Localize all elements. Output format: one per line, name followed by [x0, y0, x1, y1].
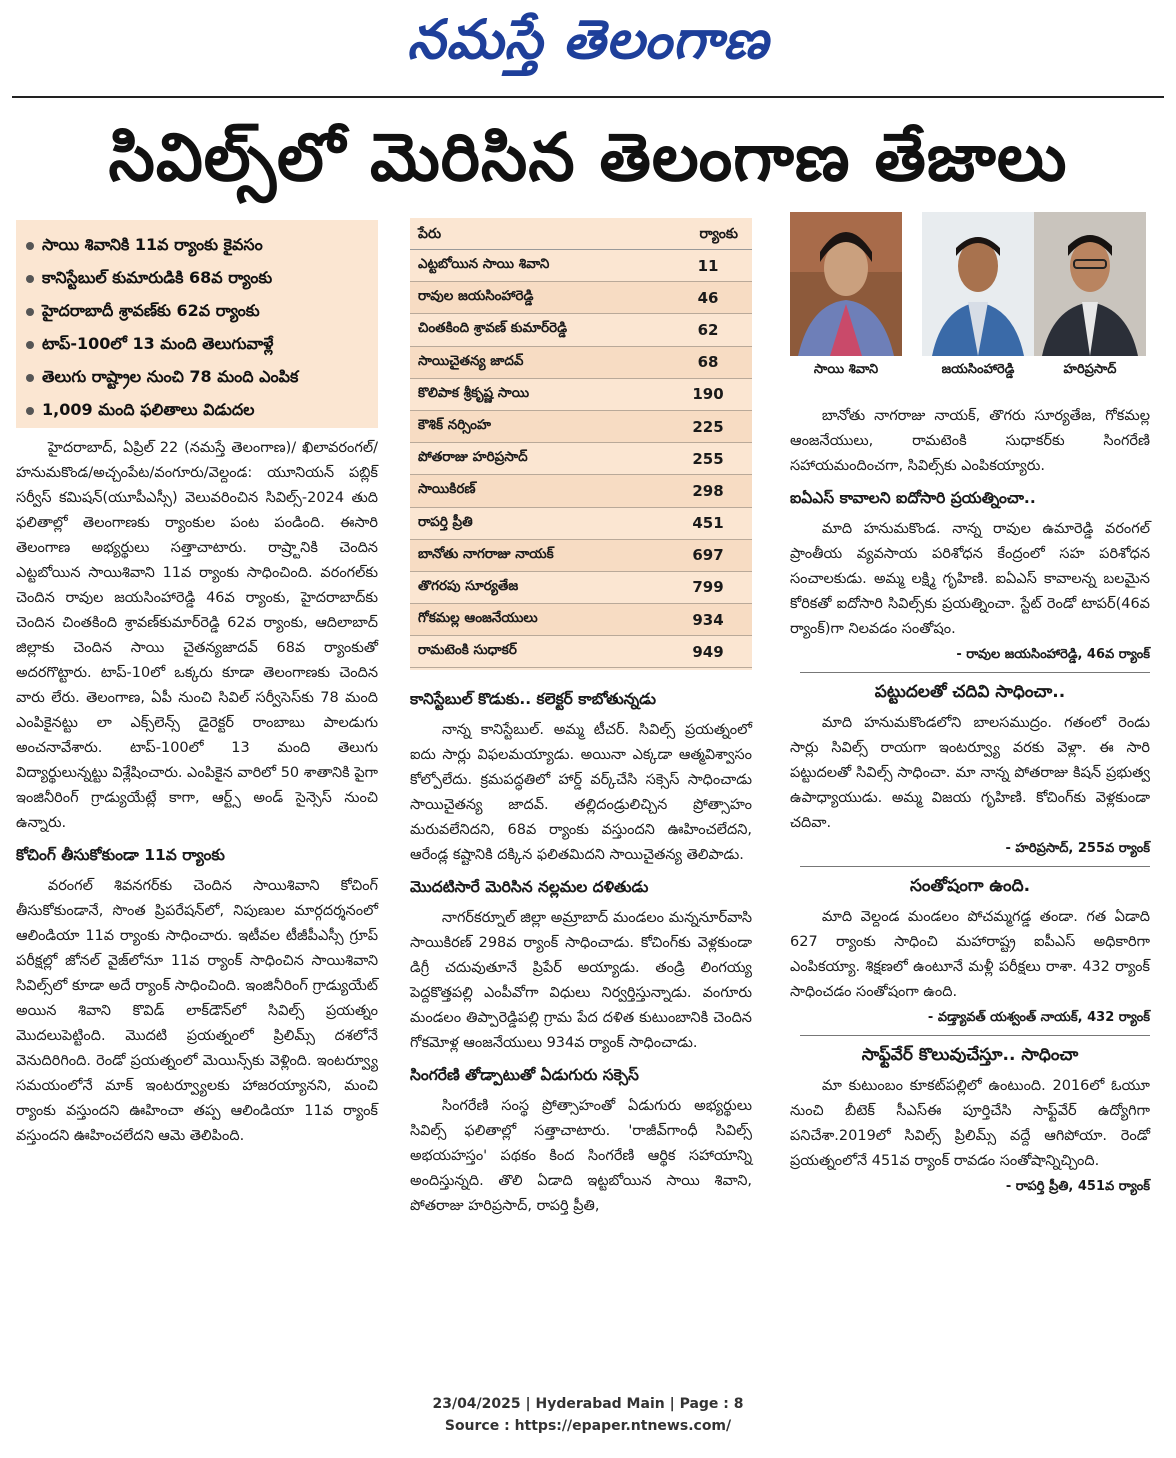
rank-table-row: [410, 282, 752, 314]
subheading: సంతోషంగా ఉంది.: [909, 876, 1031, 896]
article-paragraph: సింగరేణి సంస్థ ప్రోత్సాహంతో ఏడుగురు అభ్యర్థులు సివిల్స్ ఫలితాల్లో సత్తాచాటారు. 'రాజీవ్‌గాంధీ సివిల్స్ అభయహస్తం' పథకం కింద సింగరేణి ఆర్థిక సహాయాన్ని అందిస్తున్నది. తొలి ఏడాది ఇట్టబోయిన సాయి శివాని, పోతరాజు హరిప్రసాద్, రాపర్తి ప్రీతి,: [410, 1098, 752, 1214]
middle-article-column: [410, 680, 752, 1221]
candidate-rank: 11: [697, 256, 719, 275]
masthead-logo: నమస్తే తెలంగాణ: [407, 8, 769, 71]
subheading: సింగరేణి తోడ్పాటుతో ఏడుగురు సక్సెస్: [410, 1066, 639, 1084]
rank-table-row: [410, 508, 752, 540]
header-rank: ర్యాంకు: [699, 226, 738, 242]
subheading: పట్టుదలతో చదివి సాధించా..: [874, 682, 1066, 702]
rank-table-row: [410, 314, 752, 346]
candidate-rank: 190: [692, 385, 724, 404]
candidate-name: సాయిచైతన్య జాదవ్: [418, 352, 524, 369]
header-name: పేరు: [418, 226, 442, 242]
rank-table-row: [410, 379, 752, 411]
subheading: ఐఏఎస్ కావాలని ఐదోసారి ప్రయత్నించా..: [790, 489, 1036, 507]
right-article-column: [790, 404, 1150, 1198]
candidate-name: తొగరపు సూర్యతేజ: [418, 577, 519, 594]
candidate-name: రామటెంకి సుధాకర్: [418, 642, 517, 659]
rank-table-row: [410, 347, 752, 379]
bullet-icon: [26, 407, 34, 415]
candidate-name: కొలిపాక శ్రీకృష్ణ సాయి: [418, 384, 530, 401]
rank-table-row: [410, 604, 752, 636]
candidate-rank: 697: [692, 546, 724, 565]
rank-table-row: [410, 475, 752, 507]
candidate-name: చింతకింది శ్రావణ్ కుమార్‌రెడ్డి: [418, 320, 568, 337]
headline: సివిల్స్‌లో మెరిసిన తెలంగాణ తేజాలు: [108, 119, 1068, 196]
article-paragraph: బానోతు నాగరాజు నాయక్, తొగరు సూర్యతేజ, గోకమల్ల ఆంజనేయులు, రామటెంకి సుధాకర్‌కు సింగరేణి సహాయమందించగా, సివిల్స్‌కు ఎంపికయ్యారు.: [790, 408, 1150, 474]
rank-table-row: [410, 636, 752, 668]
article-paragraph: మాది వెల్దండ మండలం పోచమ్మగడ్డ తండా. గత ఏడాది 627 ర్యాంకు సాధించి మహారాష్ట్ర ఐపీఎస్ అధికారిగా ఎంపికయ్యా. శిక్షణలో ఉంటూనే మళ్లీ పరీక్షలు రాశా. 432 ర్యాంక్ సాధించడం సంతోషంగా ఉంది.: [790, 909, 1150, 1000]
article-paragraph: మా కుటుంబం కూకట్‌పల్లిలో ఉంటుంది. 2016లో ఓయూ నుంచి బీటెక్ సీఎస్ఈ పూర్తిచేసి సాఫ్ట్‌వేర్ ఉద్యోగిగా పనిచేశా.2019లో సివిల్స్ ప్రిలిమ్స్ వద్దే ఆగిపోయా. రెండో ప్రయత్నంలోనే 451వ ర్యాంక్ రావడం సంతోషాన్నిచ్చింది.: [790, 1078, 1150, 1169]
rank-table-body: [410, 250, 752, 668]
highlight-item: తెలుగు రాష్ట్రాల నుంచి 78 మంది ఎంపిక: [26, 360, 368, 393]
left-article-column: [16, 436, 378, 1151]
candidate-rank: 949: [692, 642, 724, 661]
candidate-rank: 298: [692, 481, 724, 500]
divider: [800, 866, 1150, 867]
photo-caption: జయసింహారెడ్డి: [941, 362, 1015, 377]
candidate-name: పోతరాజు హరిప్రసాద్: [418, 449, 528, 466]
byline: - రాపర్తి ప్రీతి, 451వ ర్యాంక్: [1005, 1179, 1150, 1194]
byline: - హరిప్రసాద్, 255వ ర్యాంక్: [1005, 841, 1150, 856]
article-paragraph: హైదరాబాద్, ఏప్రిల్ 22 (నమస్తే తెలంగాణ)/ ఖిలావరంగల్/హనుమకొండ/అచ్చంపేట/వంగూరు/వెల్దండ: యూనియన్ పబ్లిక్ సర్వీస్ కమిషన్(యూపీఎస్సీ) వెలువరించిన సివిల్స్-2024 తుది ఫలితాల్లో తెలంగాణకు ర్యాంకుల పంట పండింది. ఈసారి తెలంగాణ అభ్యర్థులు సత్తాచాటారు. రాష్ర్టానికి చెందిన ఎట్టబోయిన సాయిశివాని 11వ ర్యాంకు సాధించింది. వరంగల్‌కు చెందిన రావుల జయసింహారెడ్డి 46వ ర్యాంకు, హైదరాబాద్‌కు చెందిన చింతకింది శ్రావణ్‌కుమార్‌రెడ్డి 62వ ర్యాంకు, ఆదిలాబాద్ జిల్లాకు చెందిన సాయి చైతన్యజాదవ్ 68వ ర్యాంకుతో అదరగొట్టారు. టాప్-10లో ఒక్కరు కూడా తెలంగాణకు చెందిన వారు లేరు. తెలంగాణ, ఏపీ నుంచి సివిల్ సర్వీసెస్‌కు 78 మంది ఎంపికైనట్టు లా ఎక్స్‌లెన్స్ డైరెక్టర్ రాంబాబు పాలడుగు అంచనావేశారు. టాప్-100లో 13 మంది తెలుగు విద్యార్థులున్నట్టు విశ్లేషించారు. ఎంపికైన వారిలో 50 శాతానికి పైగా ఇంజినీరింగ్ గ్రాడ్యుయేట్లే కాగా, ఆర్ట్స్ అండ్ సైన్సెస్ నుంచి ఉన్నారు.: [16, 440, 378, 831]
byline: - వడ్త్యావత్ యశ్వంత్ నాయక్, 432 ర్యాంక్: [927, 1010, 1150, 1025]
candidate-name: రావుల జయసింహారెడ్డి: [418, 288, 534, 305]
subheading: మొదటిసారే మెరిసిన నల్లమల దళితుడు: [410, 878, 649, 896]
highlight-item: కానిస్టేబుల్ కుమారుడికి 68వ ర్యాంకు: [26, 261, 368, 294]
article-paragraph: మాది హనుమకొండ. నాన్న రావుల ఉమారెడ్డి వరంగల్ ప్రాంతీయ వ్యవసాయ పరిశోధన కేంద్రంలో సహ పరిశోధన సంచాలకుడు. అమ్మ లక్ష్మి గృహిణి. ఐఏఎస్ కావాలన్న బలమైన కోరికతో ఐదోసారి సివిల్స్‌కు ప్రయత్నించా. స్టేట్ రెండో టాపర్(46వ ర్యాంక్)గా నిలవడం సంతోషం.: [790, 521, 1150, 637]
rank-table-row: [410, 572, 752, 604]
bullet-icon: [26, 308, 34, 316]
candidate-rank: 934: [692, 610, 724, 629]
byline: - రావుల జయసింహారెడ్డి, 46వ ర్యాంక్: [956, 647, 1150, 662]
portrait-photo-jayasimha-reddy: [922, 212, 1034, 356]
bullet-icon: [26, 242, 34, 250]
highlights-box: [16, 220, 378, 428]
candidate-rank: 225: [692, 417, 724, 436]
candidate-name: గోకమల్ల ఆంజనేయులు: [418, 610, 538, 627]
divider: [800, 672, 1150, 673]
rank-table-row: [410, 443, 752, 475]
rank-table-row: [410, 540, 752, 572]
subheading: కోచింగ్ తీసుకోకుండా 11వ ర్యాంకు: [16, 846, 225, 864]
bullet-icon: [26, 341, 34, 349]
candidate-name: రాపర్తి ప్రీతి: [418, 513, 473, 530]
candidate-rank: 451: [692, 514, 724, 533]
highlight-item: సాయి శివానికి 11వ ర్యాంకు కైవసం: [26, 228, 368, 261]
portrait-photo-hariprasad: [1034, 212, 1146, 356]
article-paragraph: వరంగల్ శివనగర్‌కు చెందిన సాయిశివాని కోచింగ్ తీసుకోకుండానే, సొంత ప్రిపరేషన్‌లో, నిపుణుల మార్గదర్శనంలో ఆలిండియా 11వ ర్యాంకు సాధించారు. ఇటీవల టీజీపీఎస్సీ గ్రూప్ పరీక్షల్లో జోనల్ వైజ్‌లోనూ 11వ ర్యాంక్ సాధించిన సాయిశివాని సివిల్స్‌లో కూడా అదే ర్యాంక్ సాధించింది. ఇంజినీరింగ్ గ్రాడ్యుయేట్ అయిన శివాని కొవిడ్ లాక్‌డౌన్‌లో సివిల్స్ ప్రయత్నం మొదలుపెట్టింది. మొదటి ప్రయత్నంలో ప్రిలిమ్స్ దశలోనే వెనుదిరిగింది. రెండో ప్రయత్నంలో మెయిన్స్‌కు వెళ్లింది. ఇంటర్వ్యూ సమయంలోనే మాక్ ఇంటర్వ్యూలకు హాజరయ్యానని, మంచి ర్యాంకు వస్తుందని ఊహించా తప్ప ఆలిండియా 11వ ర్యాంక్ వస్తుందని ఊహించలేదని ఆమె తెలిపింది.: [16, 878, 378, 1144]
rank-table-header: [410, 222, 752, 250]
masthead-rule: [12, 96, 1164, 98]
rank-table: [410, 218, 752, 670]
photo-caption: సాయి శివాని: [813, 362, 879, 377]
candidate-rank: 68: [697, 353, 719, 372]
highlight-item: టాప్-100లో 13 మంది తెలుగువాళ్లే: [26, 327, 368, 360]
article-paragraph: నాగర్‌కర్నూల్ జిల్లా అమ్రాబాద్ మండలం మన్ననూర్‌వాసి సాయికిరణ్ 298వ ర్యాంక్ సాధించాడు. కోచింగ్‌కు వెళ్లకుండా డిగ్రీ చదువుతూనే ప్రిపేర్ అయ్యాడు. తండ్రి లింగయ్య పెద్దకొత్తపల్లి ఎంపీవోగా విధులు నిర్వర్తిస్తున్నాడు. వంగూరు మండలం తిప్పారెడ్డిపల్లి గ్రామ పేద దళిత కుటుంబానికి చెందిన గోకమోళ్ల ఆంజనేయులు 934వ ర్యాంక్ సాధించాడు.: [410, 910, 752, 1051]
candidate-name: సాయికిరణ్: [418, 481, 476, 498]
article-paragraph: మాది హనుమకొండలోని బాలసముద్రం. గతంలో రెండు సార్లు సివిల్స్ రాయగా ఇంటర్వ్యూ వరకు వెళ్లా. ఈ సారి పట్టుదలతో సివిల్స్ సాధించా. మా నాన్న పోతరాజు కిషన్ ప్రభుత్వ ఉపాధ్యాయుడు. అమ్మ విజయ గృహిణి. కోచింగ్‌కు వెళ్లకుండా చదివా.: [790, 715, 1150, 831]
bullet-icon: [26, 275, 34, 283]
portrait-photo-sai-shivani: [790, 212, 902, 356]
footer-date-line: 23/04/2025 | Hyderabad Main | Page : 8: [432, 1396, 744, 1412]
subheading: కానిస్టేబుల్ కొడుకు.. కలెక్టర్ కాబోతున్నడు: [410, 690, 657, 708]
candidate-name: ఎట్టబోయిన సాయి శివాని: [418, 256, 550, 273]
photo-caption: హరిప్రసాద్: [1063, 362, 1117, 377]
subheading: సాఫ్ట్‌వేర్ కొలువుచేస్తూ.. సాధించా: [861, 1045, 1079, 1065]
candidate-rank: 255: [692, 449, 724, 468]
candidate-name: బానోతు నాగరాజు నాయక్: [418, 545, 554, 562]
rank-table-row: [410, 411, 752, 443]
highlight-item: హైదరాబాదీ శ్రావణ్‌కు 62వ ర్యాంకు: [26, 294, 368, 327]
bullet-icon: [26, 374, 34, 382]
candidate-name: కౌశిక్ నర్సింహ: [418, 417, 491, 434]
candidate-rank: 46: [697, 288, 719, 307]
rank-table-row: [410, 250, 752, 282]
divider: [800, 1035, 1150, 1036]
candidate-rank: 799: [692, 578, 724, 597]
article-paragraph: నాన్న కానిస్టేబుల్. అమ్మ టీచర్. సివిల్స్ ప్రయత్నంలో ఐదు సార్లు విఫలమయ్యాడు. అయినా ఎక్కడా ఆత్మవిశ్వాసం కోల్పోలేదు. క్రమపద్ధతిలో హార్డ్ వర్క్‌చేసి సక్సెస్ సాధించాడు సాయిచైతన్య జాదవ్. తల్లిదండ్రులిచ్చిన ప్రోత్సాహం మరువలేనిదని, 68వ ర్యాంకు వస్తుందని ఊహించలేదని, ఆరేండ్ల కష్టానికి దక్కిన ఫలితమిదని సాయిచైతన్య తెలిపాడు.: [410, 722, 752, 863]
footer-source-link[interactable]: Source : https://epaper.ntnews.com/: [444, 1418, 732, 1434]
highlight-item: 1,009 మంది ఫలితాలు విడుదల: [26, 393, 368, 426]
candidate-rank: 62: [697, 320, 719, 339]
